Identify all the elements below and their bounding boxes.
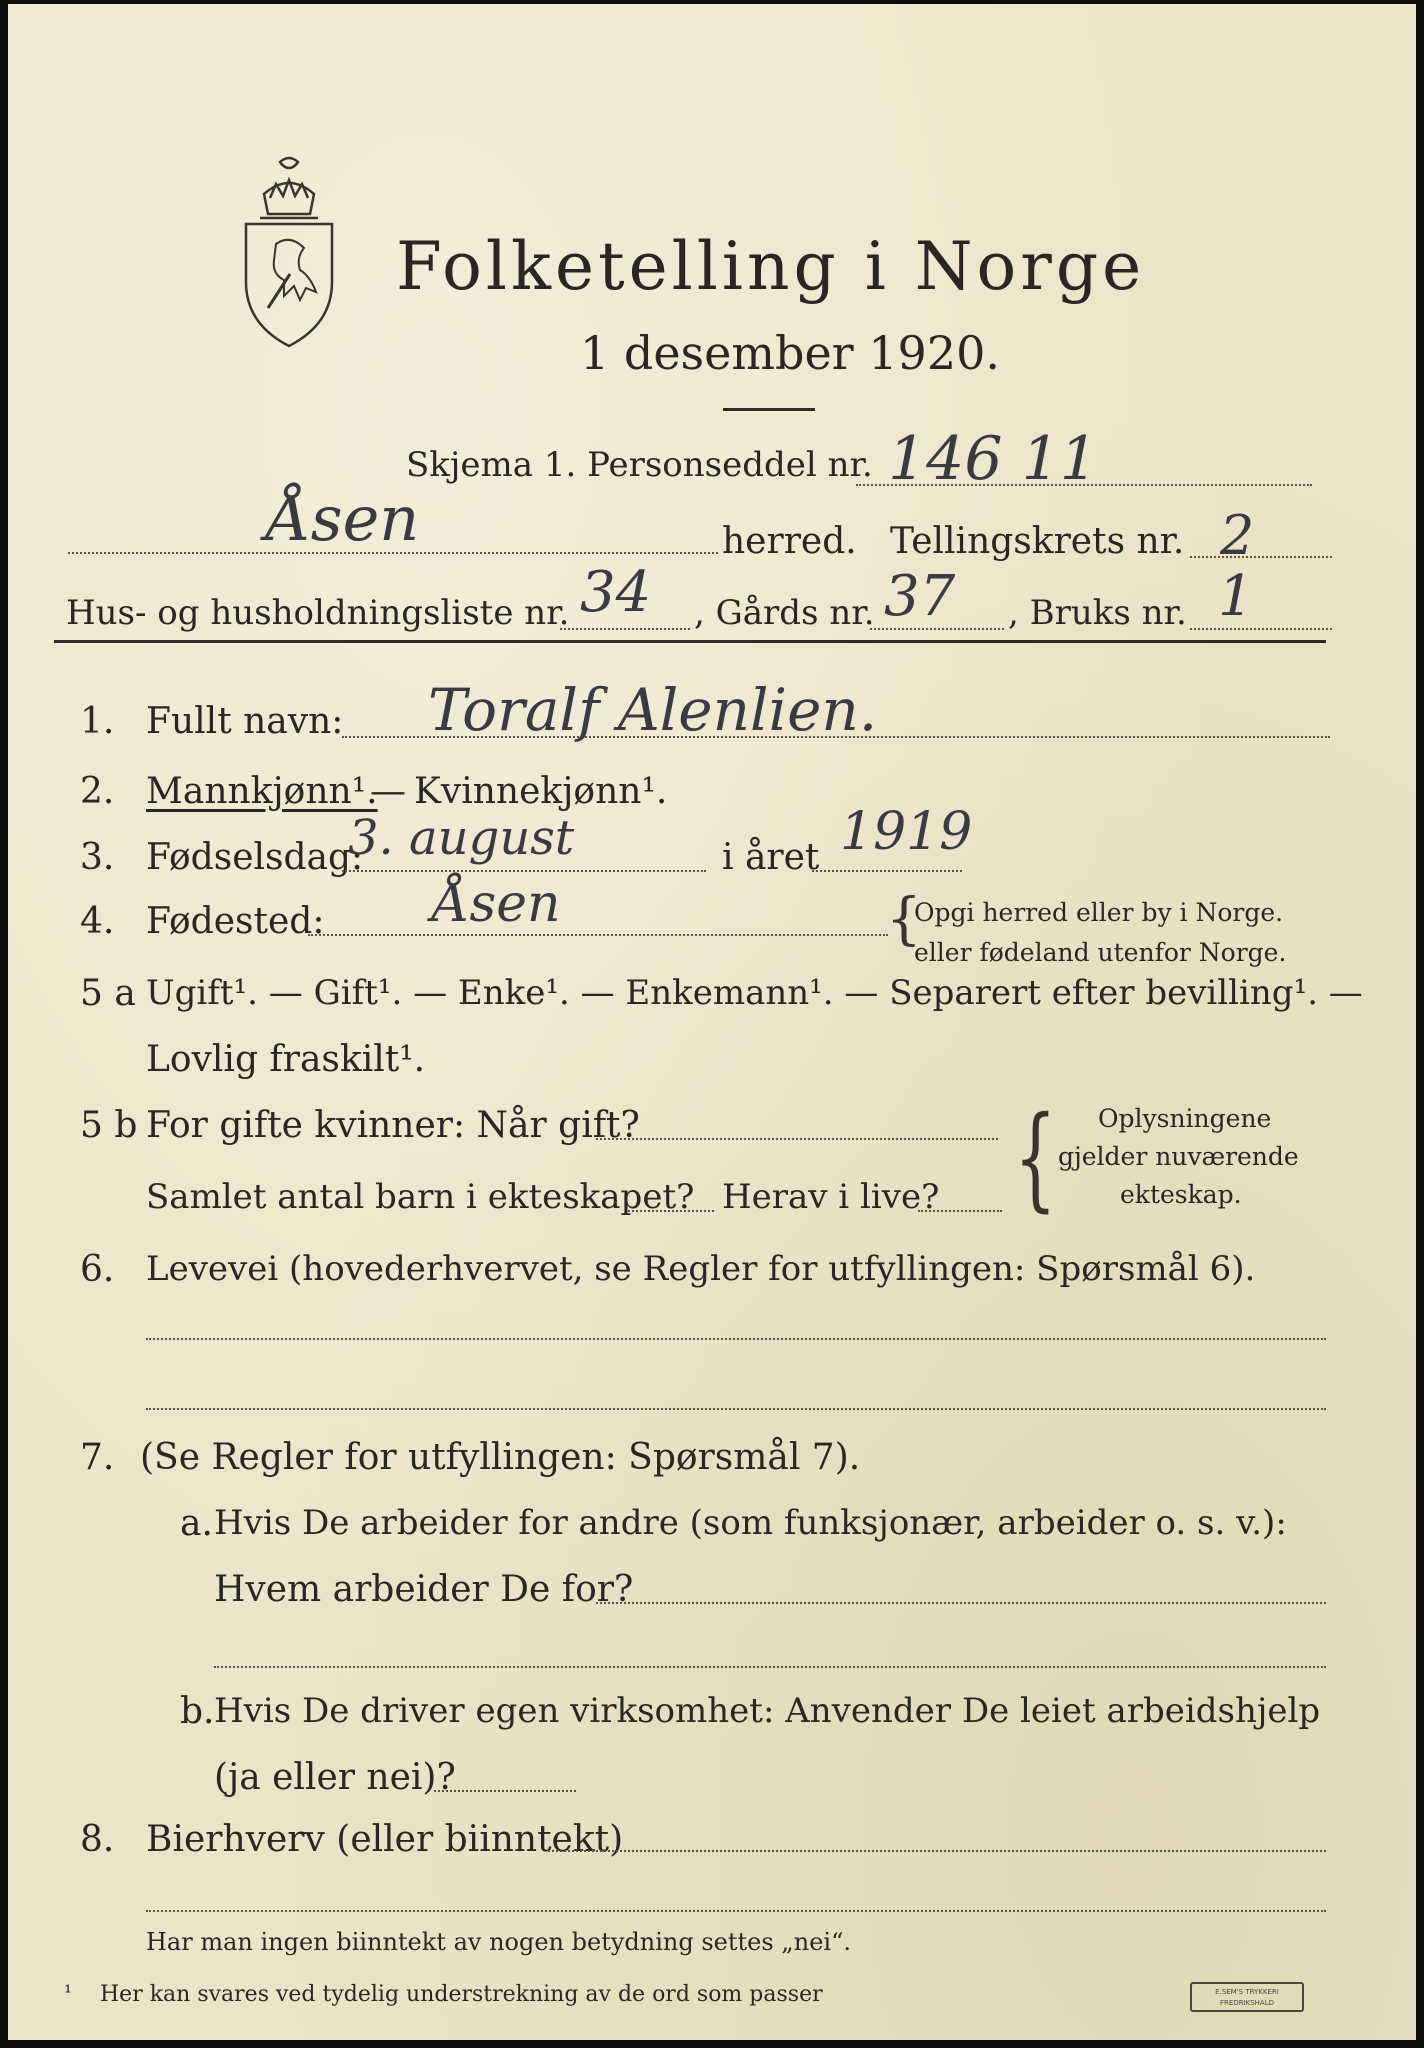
q7a-question: Hvis De arbeider for andre (som funksjonær, arbeider o. s. v.): <box>214 1503 1287 1543</box>
q1-fullname-value[interactable]: Toralf Alenlien. <box>428 676 878 744</box>
q1-number: 1. <box>80 701 115 742</box>
q5b-alive-line <box>918 1210 1002 1212</box>
printer-stamp-line-2: FREDRIKSHALD <box>1219 1999 1274 2007</box>
q5a-options-cont[interactable]: Lovlig fraskilt¹. <box>146 1039 426 1080</box>
title-divider <box>723 408 815 411</box>
q2-separator: — <box>370 771 406 812</box>
q2-female-option[interactable]: Kvinnekjønn¹. <box>414 771 668 812</box>
q3-year-value[interactable]: 1919 <box>840 802 973 862</box>
hus-label: Hus- og husholdningsliste nr. <box>66 593 570 633</box>
tellingskrets-label: Tellingskrets nr. <box>890 521 1185 562</box>
hus-line <box>560 628 690 630</box>
q6-label: Levevei (hovederhvervet, se Regler for utfyllingen: Spørsmål 6). <box>146 1249 1256 1289</box>
q4-birthplace-value[interactable]: Åsen <box>432 874 561 934</box>
q8-line-2 <box>146 1910 1326 1912</box>
q7b-letter: b. <box>180 1691 215 1732</box>
q7a-letter: a. <box>180 1503 213 1544</box>
bruks-line <box>1190 628 1332 630</box>
q7-label: (Se Regler for utfyllingen: Spørsmål 7). <box>140 1437 861 1478</box>
q4-note-1: Opgi herred eller by i Norge. <box>914 898 1284 927</box>
q7a-employer-label: Hvem arbeider De for? <box>214 1569 634 1610</box>
footnote-text: Her kan svares ved tydelig understrekning av de ord som passer <box>100 1982 823 2007</box>
q8-number: 8. <box>80 1819 115 1860</box>
q7b-question: Hvis De driver egen virksomhet: Anvender De leiet arbeidshjelp <box>214 1691 1321 1731</box>
q5a-options[interactable]: Ugift¹. — Gift¹. — Enke¹. — Enkemann¹. — Separert efter bevilling¹. — <box>146 973 1363 1013</box>
q7a-employer-line-2 <box>214 1666 1326 1668</box>
q5b-number: 5 b <box>80 1105 138 1146</box>
q5b-note-3: ekteskap. <box>1120 1180 1242 1209</box>
q3-year-line <box>812 870 962 872</box>
q6-number: 6. <box>80 1249 115 1290</box>
tellingskrets-line <box>1190 556 1332 558</box>
q5b-children-line <box>628 1210 714 1212</box>
q1-label: Fullt navn: <box>146 701 344 742</box>
personseddel-value[interactable]: 146 11 <box>888 424 1098 494</box>
q6-line-1 <box>146 1338 1326 1340</box>
printer-stamp-line-1: E.SEM'S TRYKKERI <box>1215 1988 1279 1996</box>
q7b-line <box>434 1790 576 1792</box>
census-form-sheet <box>8 4 1416 2040</box>
hus-value[interactable]: 34 <box>580 560 652 625</box>
q5b-brace: { <box>1014 1093 1057 1223</box>
q4-brace: { <box>886 887 922 952</box>
norway-coat-of-arms-icon <box>230 154 348 350</box>
skjema-label: Skjema 1. Personseddel nr. <box>406 445 873 485</box>
q5b-note-1: Oplysningene <box>1098 1104 1272 1133</box>
q5b-note-2: gjelder nuværende <box>1058 1142 1299 1171</box>
q3-label: Fødselsdag: <box>146 837 364 878</box>
form-title: Folketelling i Norge <box>396 228 1146 305</box>
q7a-employer-line <box>596 1602 1326 1604</box>
q5a-number: 5 a <box>80 973 136 1014</box>
q7b-label: (ja eller nei)? <box>214 1757 456 1798</box>
q4-note-2: eller fødeland utenfor Norge. <box>914 938 1287 967</box>
census-date: 1 desember 1920. <box>580 326 1000 380</box>
q4-label: Fødested: <box>146 901 325 942</box>
q3-year-label: i året <box>722 837 820 878</box>
q3-number: 3. <box>80 837 115 878</box>
q2-number: 2. <box>80 771 115 812</box>
q5b-label-3: Herav i live? <box>722 1177 940 1217</box>
q8-line <box>548 1850 1326 1852</box>
gards-label: , Gårds nr. <box>694 593 875 633</box>
q8-label: Bierhverv (eller biinntekt) <box>146 1819 624 1860</box>
q5b-label-1: For gifte kvinner: Når gift? <box>146 1105 640 1146</box>
herred-label: herred. <box>722 521 857 562</box>
tellingskrets-value[interactable]: 2 <box>1220 504 1255 567</box>
q4-line <box>308 934 888 936</box>
q5b-label-2: Samlet antal barn i ekteskapet? <box>146 1177 695 1217</box>
q7-number: 7. <box>80 1437 115 1478</box>
bruks-value[interactable]: 1 <box>1218 564 1254 629</box>
header-rule <box>54 640 1326 643</box>
q4-number: 4. <box>80 901 115 942</box>
herred-line <box>68 552 718 554</box>
q3-line <box>342 870 706 872</box>
q2-male-option[interactable]: Mannkjønn¹. <box>146 771 378 812</box>
q6-line-2 <box>146 1408 1326 1410</box>
printer-stamp <box>1190 1982 1304 2012</box>
q3-birthdate-value[interactable]: 3. august <box>348 810 575 866</box>
footnote-mark: ¹ <box>64 1980 73 2004</box>
gards-value[interactable]: 37 <box>884 564 956 629</box>
q5b-married-line <box>596 1138 998 1140</box>
herred-value[interactable]: Åsen <box>266 482 420 555</box>
q8-note: Har man ingen biinntekt av nogen betydning settes „nei“. <box>146 1928 851 1956</box>
bruks-label: , Bruks nr. <box>1008 593 1187 633</box>
